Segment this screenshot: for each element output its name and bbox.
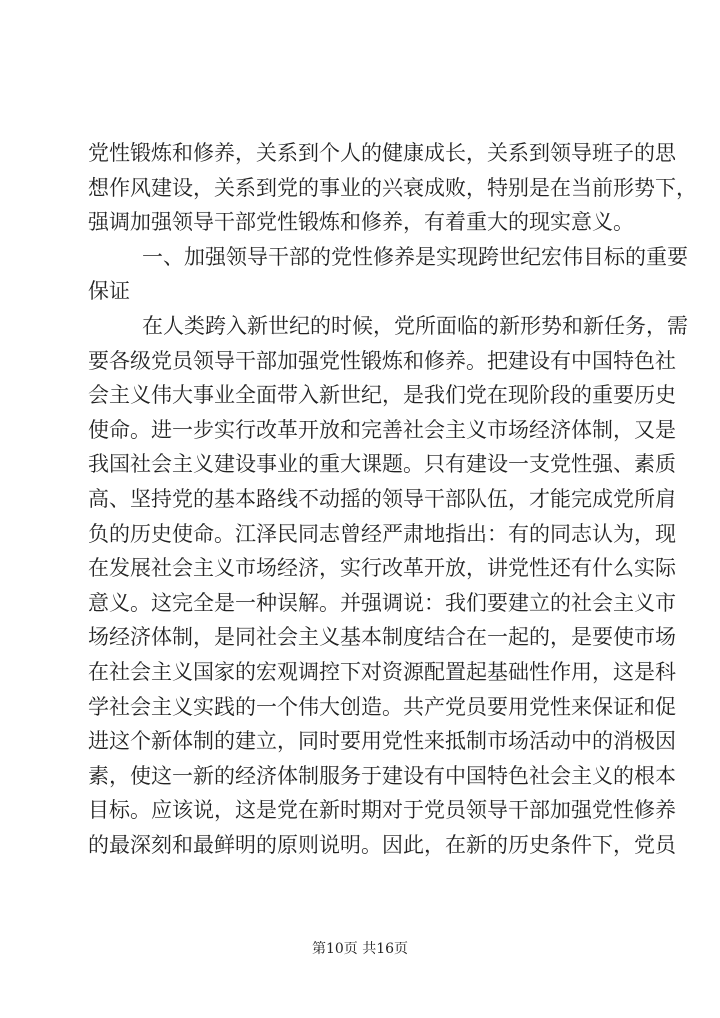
text-line: 高、坚持党的基本路线不动摇的领导干部队伍，才能完成党所肩	[88, 486, 676, 511]
text-line: 意义。这完全是一种误解。并强调说：我们要建立的社会主义市	[88, 590, 676, 615]
page-number: 第10页 共16页	[311, 941, 409, 957]
text-line: 场经济体制，是同社会主义基本制度结合在一起的，是要使市场	[88, 625, 676, 650]
paragraph	[88, 136, 697, 240]
text-line: 进这个新体制的建立，同时要用党性来抵制市场活动中的消极因	[88, 729, 676, 754]
text-line: 负的历史使命。江泽民同志曾经严肃地指出：有的同志认为，现	[88, 521, 676, 546]
text-line: 目标。应该说，这是党在新时期对于党员领导干部加强党性修养	[88, 798, 676, 823]
text-line: 保证	[88, 279, 130, 304]
text-line: 在发展社会主义市场经济，实行改革开放，讲党性还有什么实际	[88, 556, 676, 581]
text-line: 使命。进一步实行改革开放和完善社会主义市场经济体制，又是	[88, 417, 676, 442]
text-line: 在社会主义国家的宏观调控下对资源配置起基础性作用，这是科	[88, 659, 676, 684]
text-line: 党性锻炼和修养，关系到个人的健康成长，关系到领导班子的思	[88, 141, 676, 165]
document-body	[88, 136, 697, 862]
text-line: 在人类跨入新世纪的时候，党所面临的新形势和新任务，需	[142, 313, 688, 338]
paragraph	[88, 240, 688, 309]
text-line: 想作风建设，关系到党的事业的兴衰成败，特别是在当前形势下，	[88, 175, 697, 200]
text-line: 一、加强领导干部的党性修养是实现跨世纪宏伟目标的重要	[142, 244, 688, 269]
text-line: 的最深刻和最鲜明的原则说明。因此，在新的历史条件下，党员	[88, 832, 676, 857]
text-line: 会主义伟大事业全面带入新世纪，是我们党在现阶段的重要历史	[88, 383, 676, 408]
paragraph	[88, 309, 688, 863]
text-line: 我国社会主义建设事业的重大课题。只有建设一支党性强、素质	[88, 452, 676, 477]
text-line: 学社会主义实践的一个伟大创造。共产党员要用党性来保证和促	[88, 694, 676, 719]
text-line: 素，使这一新的经济体制服务于建设有中国特色社会主义的根本	[88, 763, 676, 788]
text-line: 要各级党员领导干部加强党性锻炼和修养。把建设有中国特色社	[88, 348, 676, 373]
text-line: 强调加强领导干部党性锻炼和修养，有着重大的现实意义。	[88, 210, 634, 235]
